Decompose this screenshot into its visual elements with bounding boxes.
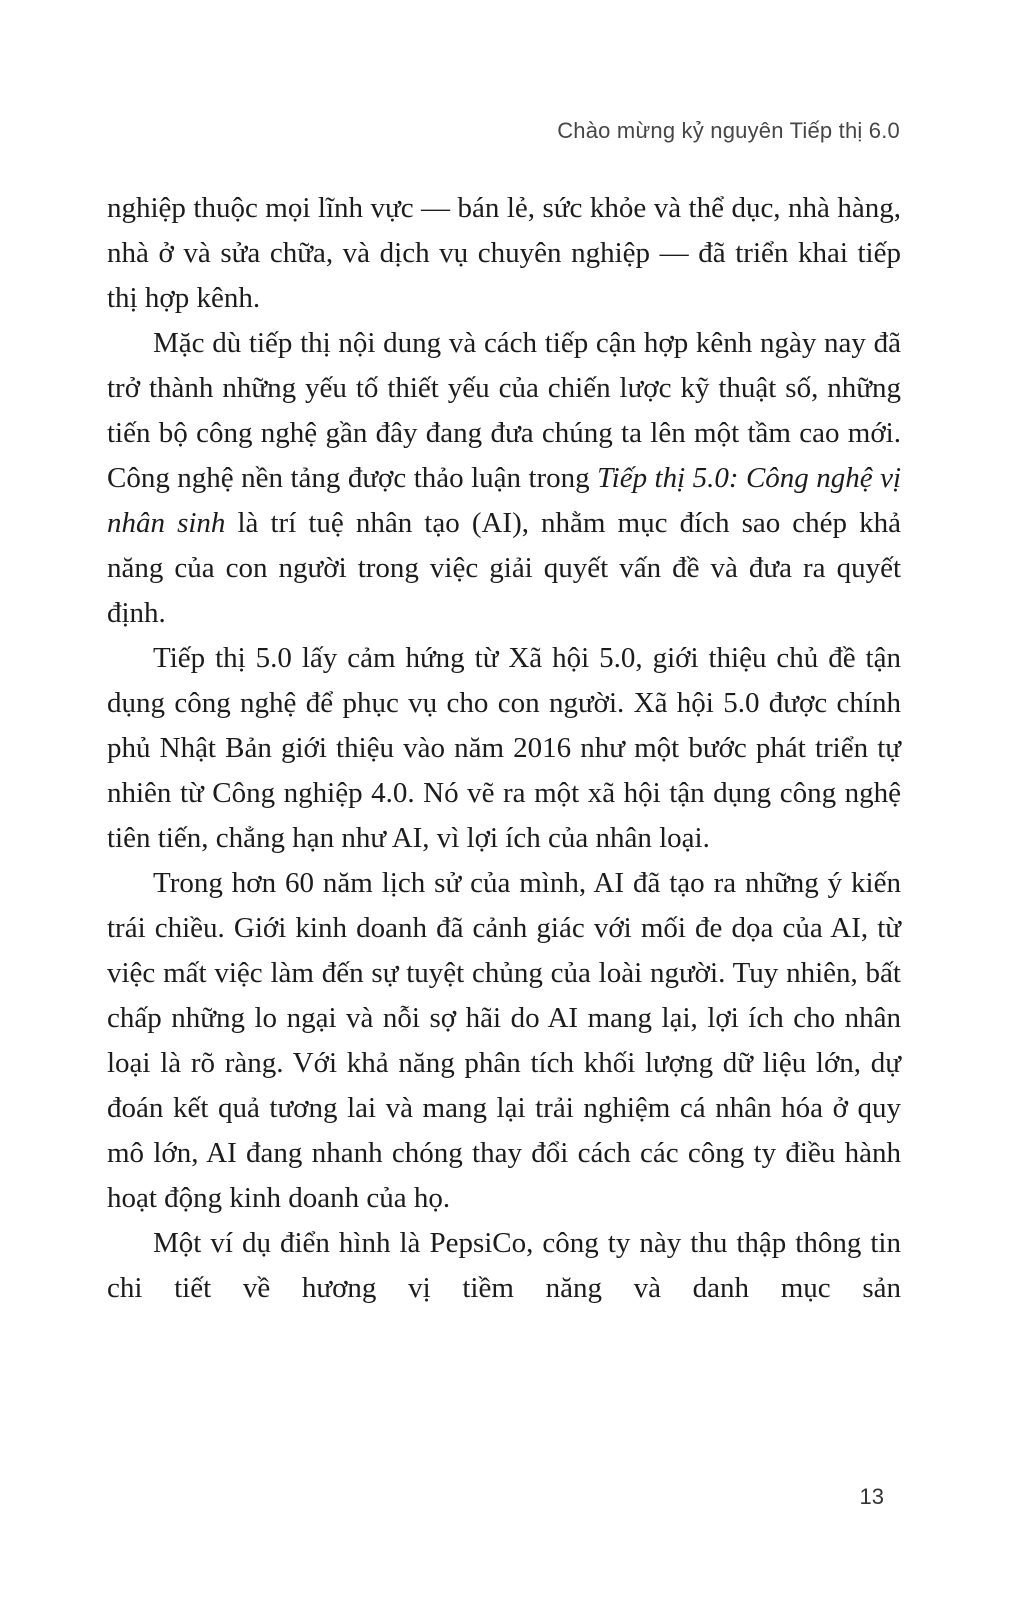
running-header: Chào mừng kỷ nguyên Tiếp thị 6.0 (557, 118, 900, 143)
paragraph (107, 1221, 901, 1311)
body-text (107, 186, 901, 1311)
page-number: 13 (859, 1484, 884, 1509)
paragraph (107, 636, 901, 861)
text-run: Trong hơn 60 năm lịch sử của mình, AI đã tạo ra những ý kiến trái chiều. Giới kinh doanh đã cảnh giác với mối đe dọa của AI, từ việc mất việc làm đến sự tuyệt chủng của loài người. Tuy nhiên, bất chấp những lo ngại và nỗi sợ hãi do AI mang lại, lợi ích cho nhân loại là rõ ràng. Với khả năng phân tích khối lượng dữ liệu lớn, dự đoán kết quả tương lai và mang lại trải nghiệm cá nhân hóa ở quy mô lớn, AI đang nhanh chóng thay đổi cách các công ty điều hành hoạt động kinh doanh của họ. (107, 867, 901, 1214)
text-run: nghiệp thuộc mọi lĩnh vực — bán lẻ, sức khỏe và thể dục, nhà hàng, nhà ở và sửa chữa, và dịch vụ chuyên nghiệp — đã triển khai tiếp thị hợp kênh. (107, 192, 901, 314)
paragraph (107, 186, 901, 321)
text-run: Tiếp thị 5.0 lấy cảm hứng từ Xã hội 5.0, giới thiệu chủ đề tận dụng công nghệ để phục vụ cho con người. Xã hội 5.0 được chính phủ Nhật Bản giới thiệu vào năm 2016 như một bước phát triển tự nhiên từ Công nghiệp 4.0. Nó vẽ ra một xã hội tận dụng công nghệ tiên tiến, chẳng hạn như AI, vì lợi ích của nhân loại. (107, 642, 901, 854)
text-run: Một ví dụ điển hình là PepsiCo, công ty này thu thập thông tin chi tiết về hương vị tiềm năng và danh mục sản (107, 1227, 901, 1304)
text-run: Mặc dù tiếp thị nội dung và cách tiếp cận hợp kênh ngày nay đã trở thành những yếu tố thiết yếu của chiến lược kỹ thuật số, những tiến bộ công nghệ gần đây đang đưa chúng ta lên một tầm cao mới. Công nghệ nền tảng được thảo luận trong (107, 327, 901, 494)
paragraph (107, 321, 901, 636)
paragraph (107, 861, 901, 1221)
text-run: là trí tuệ nhân tạo (AI), nhằm mục đích sao chép khả năng của con người trong việc giải quyết vấn đề và đưa ra quyết định. (107, 507, 901, 629)
book-title-italic: Tiếp thị 5.0: Công nghệ vị nhân sinh (107, 462, 902, 539)
